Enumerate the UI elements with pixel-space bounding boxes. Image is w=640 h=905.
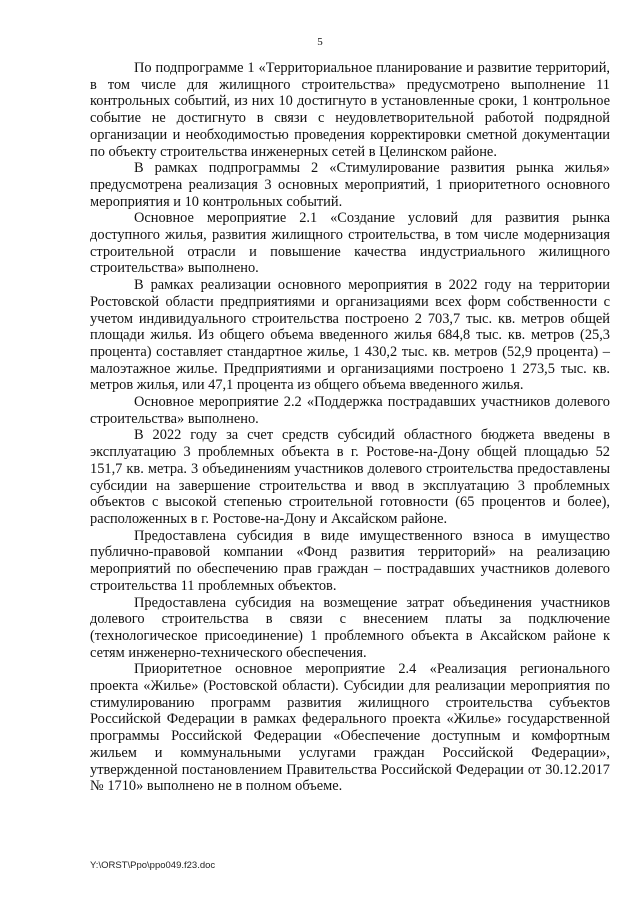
file-path-footer: Y:\ORST\Ppo\ppo049.f23.doc [90, 860, 216, 871]
paragraph-measure-2-1: Основное мероприятие 2.1 «Создание условий для развития рынка доступного жилья, развития жилищного строительства, в том числе модернизация строительной отрасли и повышение качества индустриального жилищного строительства» выполнено. [90, 210, 610, 277]
paragraph-subprogram-1: По подпрограмме 1 «Территориальное планирование и развитие территорий, в том числе для жилищного строительства» предусмотрено выполнение 11 контрольных событий, из них 10 достигнуто в установленные сроки, 1 контрольное событие не достигнуто в связи с неудовлетворительной работой подрядной организации и необходимостью проведения корректировки сметной документации по объекту строительства инженерных сетей в Целинском районе. [90, 60, 610, 160]
paragraph-housing-built-2022: В рамках реализации основного мероприятия в 2022 году на территории Ростовской области предприятиями и организациями всех форм собственности с учетом индивидуального строительства построено 2 703,7 тыс. кв. метров общей площади жилья. Из общего объема введенного жилья 684,8 тыс. кв. метров (25,3 процента) составляет стандартное жилье, 1 430,2 тыс. кв. метров (52,9 процента) – малоэтажное жилье. Предприятиями и организациями построено 1 273,5 тыс. кв. метров жилья, или 47,1 процента из общего объема введенного жилья. [90, 277, 610, 394]
paragraph-connection-subsidy: Предоставлена субсидия на возмещение затрат объединения участников долевого строительства в связи с внесением платы за подключение (технологическое присоединение) 1 проблемного объекта в Аксайском районе к сетям инженерно-технического обеспечения. [90, 594, 610, 661]
paragraph-fund-subsidy: Предоставлена субсидия в виде имущественного взноса в имущество публично-правовой компании «Фонд развития территорий» на реализацию мероприятий по обеспечению прав граждан – пострадавших участников долевого строительства 11 проблемных объектов. [90, 527, 610, 594]
paragraph-problem-objects: В 2022 году за счет средств субсидий областного бюджета введены в эксплуатацию 3 проблемных объекта в г. Ростове-на-Дону общей площадью 52 151,7 кв. метра. 3 объединениям участников долевого строительства предоставлены субсидии на завершение строительства и ввод в эксплуатацию 3 проблемных объектов с высокой степенью строительной готовности (65 процентов и более), расположенных в г. Ростове-на-Дону и Аксайском районе. [90, 427, 610, 527]
paragraph-measure-2-4: Приоритетное основное мероприятие 2.4 «Реализация регионального проекта «Жилье» (Ростовской области). Субсидии для реализации мероприятия по стимулированию программ развития жилищного строительства субъектов Российской Федерации в рамках федерального проекта «Жилье» государственной программы Российской Федерации «Обеспечение доступным и комфортным жильем и коммунальными услугами граждан Российской Федерации», утвержденной постановлением Правительства Российской Федерации от 30.12.2017 № 1710» выполнено не в полном объеме. [90, 661, 610, 795]
paragraph-measure-2-2: Основное мероприятие 2.2 «Поддержка пострадавших участников долевого строительства» выполнено. [90, 394, 610, 427]
paragraph-subprogram-2: В рамках подпрограммы 2 «Стимулирование развития рынка жилья» предусмотрена реализация 3 основных мероприятий, 1 приоритетного основного мероприятия и 10 контрольных событий. [90, 160, 610, 210]
document-body [90, 60, 610, 795]
page-number: 5 [317, 36, 323, 48]
